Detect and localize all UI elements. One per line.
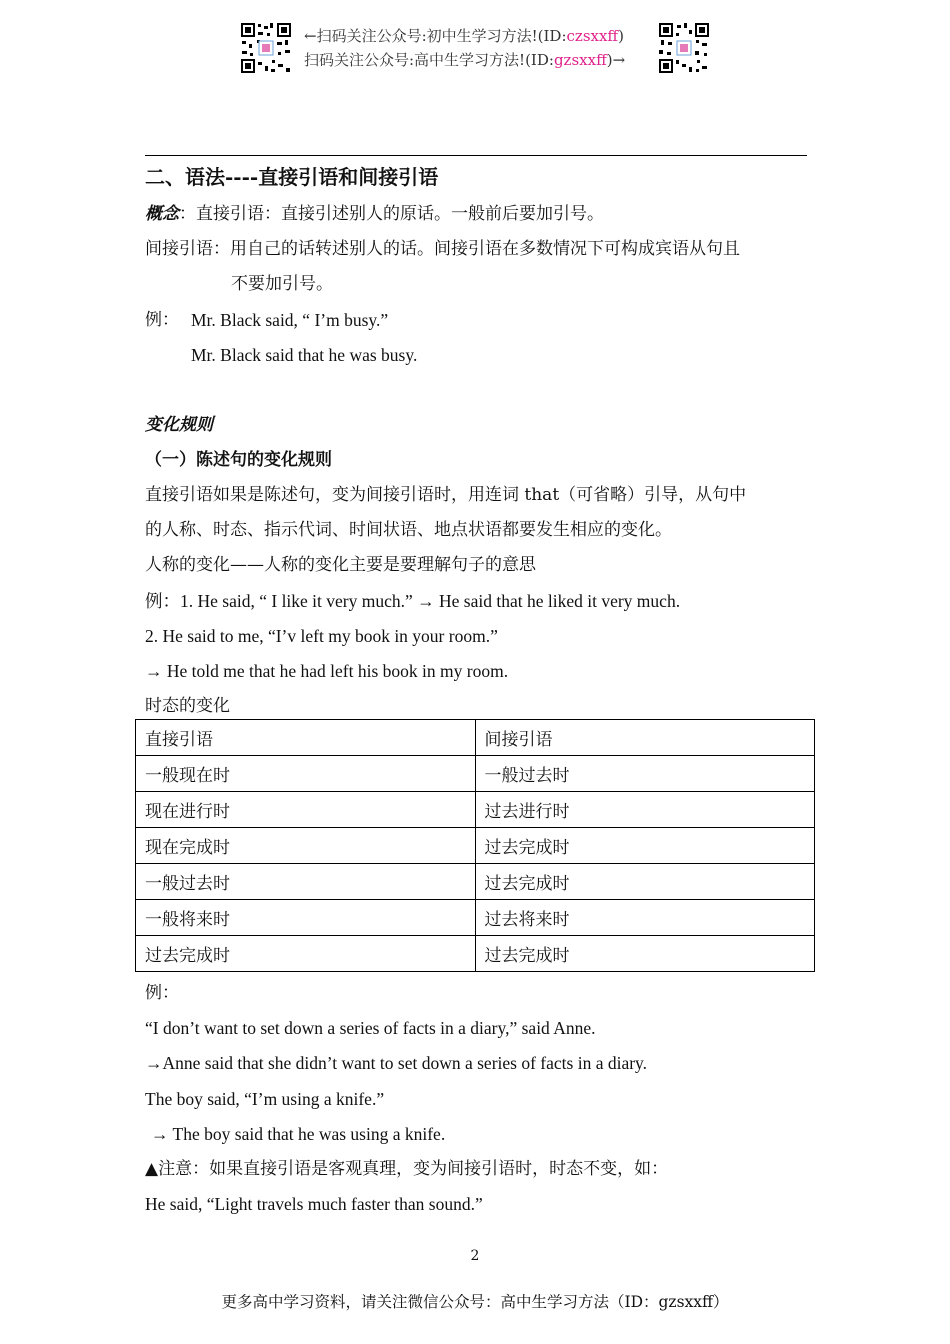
section-divider: [145, 155, 807, 156]
table-row: [136, 828, 815, 864]
table-header-row: [136, 720, 815, 756]
header-id-1: czsxxff: [566, 27, 619, 45]
table-cell: 一般将来时: [136, 900, 476, 936]
header-line-1: ←扫码关注公众号:初中生学习方法!(ID:czsxxff): [304, 27, 624, 45]
example-direct-sentence: Mr. Black said, “ I’m busy.”: [191, 310, 389, 330]
table-cell: 一般过去时: [136, 864, 476, 900]
header-line-2: 扫码关注公众号:高中生学习方法!(ID:gzsxxff)→: [304, 51, 626, 69]
table-row: [136, 792, 815, 828]
paragraph-line-2: 的人称、时态、指示代词、时间状语、地点状语都要发生相应的变化。: [145, 520, 672, 540]
person-example-2: 2. He said to me, “I’v left my book in your room.”: [145, 626, 498, 646]
tense-example-line-1: “I don’t want to set down a series of facts in a diary,” said Anne.: [145, 1018, 596, 1038]
table-cell: 过去进行时: [475, 792, 815, 828]
table-header-cell: 间接引语: [475, 720, 815, 756]
tense-change-heading: 时态的变化: [145, 696, 230, 716]
page-number: 2: [470, 1248, 480, 1264]
header-text: [304, 24, 625, 72]
rules-title: 变化规则: [145, 415, 213, 435]
table-row: [136, 936, 815, 972]
note-example: He said, “Light travels much faster than sound.”: [145, 1194, 483, 1214]
table-row: [136, 864, 815, 900]
table-row: [136, 900, 815, 936]
tense-example-line-4: → The boy said that he was using a knife.: [151, 1124, 446, 1144]
tense-example-line-3: The boy said, “I’m using a knife.”: [145, 1089, 385, 1109]
tense-example-line-2: →Anne said that she didn’t want to set down a series of facts in a diary.: [145, 1053, 648, 1073]
page-footer: 更多高中学习资料，请关注微信公众号：高中生学习方法（ID：gzsxxff）: [221, 1293, 729, 1311]
table-cell: 过去完成时: [475, 864, 815, 900]
page-header: [0, 22, 950, 78]
table-cell: 过去完成时: [136, 936, 476, 972]
table-cell: 一般现在时: [136, 756, 476, 792]
note-text: ▲注意：如果直接引语是客观真理，变为间接引语时，时态不变，如：: [145, 1159, 669, 1179]
table-cell: 现在进行时: [136, 792, 476, 828]
table-header-cell: 直接引语: [136, 720, 476, 756]
person-change-heading: 人称的变化——人称的变化主要是要理解句子的意思: [145, 555, 536, 575]
person-example-2-result: → He told me that he had left his book in my room.: [145, 661, 509, 681]
example-indirect-sentence: Mr. Black said that he was busy.: [191, 345, 418, 365]
qr-code-right-icon: [658, 22, 710, 74]
concept-indirect-line-1: 间接引语：用自己的话转述别人的话。间接引语在多数情况下可构成宾语从句且: [145, 239, 740, 259]
table-cell: 过去完成时: [475, 828, 815, 864]
qr-code-left-icon: [240, 22, 292, 74]
section-title: 二、语法----直接引语和间接引语: [145, 165, 439, 189]
tense-example-label: 例：: [145, 983, 179, 1003]
table-row: [136, 756, 815, 792]
paragraph-line-1: 直接引语如果是陈述句，变为间接引语时，用连词 that（可省略）引导，从句中: [145, 485, 747, 505]
concept-direct: 概念：直接引语：直接引述别人的原话。一般前后要加引号。: [145, 204, 604, 224]
tense-table: [135, 719, 815, 972]
table-cell: 过去将来时: [475, 900, 815, 936]
concept-label: 概念: [145, 204, 179, 224]
header-id-2: gzsxxff: [553, 51, 607, 69]
concept-indirect-line-2: 不要加引号。: [231, 274, 333, 294]
table-cell: 现在完成时: [136, 828, 476, 864]
subsection-title: （一）陈述句的变化规则: [145, 450, 332, 470]
example-label: 例：: [145, 310, 179, 330]
table-cell: 一般过去时: [475, 756, 815, 792]
person-example-1: 例：1. He said, “ I like it very much.” → He said that he liked it very much.: [145, 591, 681, 611]
table-cell: 过去完成时: [475, 936, 815, 972]
